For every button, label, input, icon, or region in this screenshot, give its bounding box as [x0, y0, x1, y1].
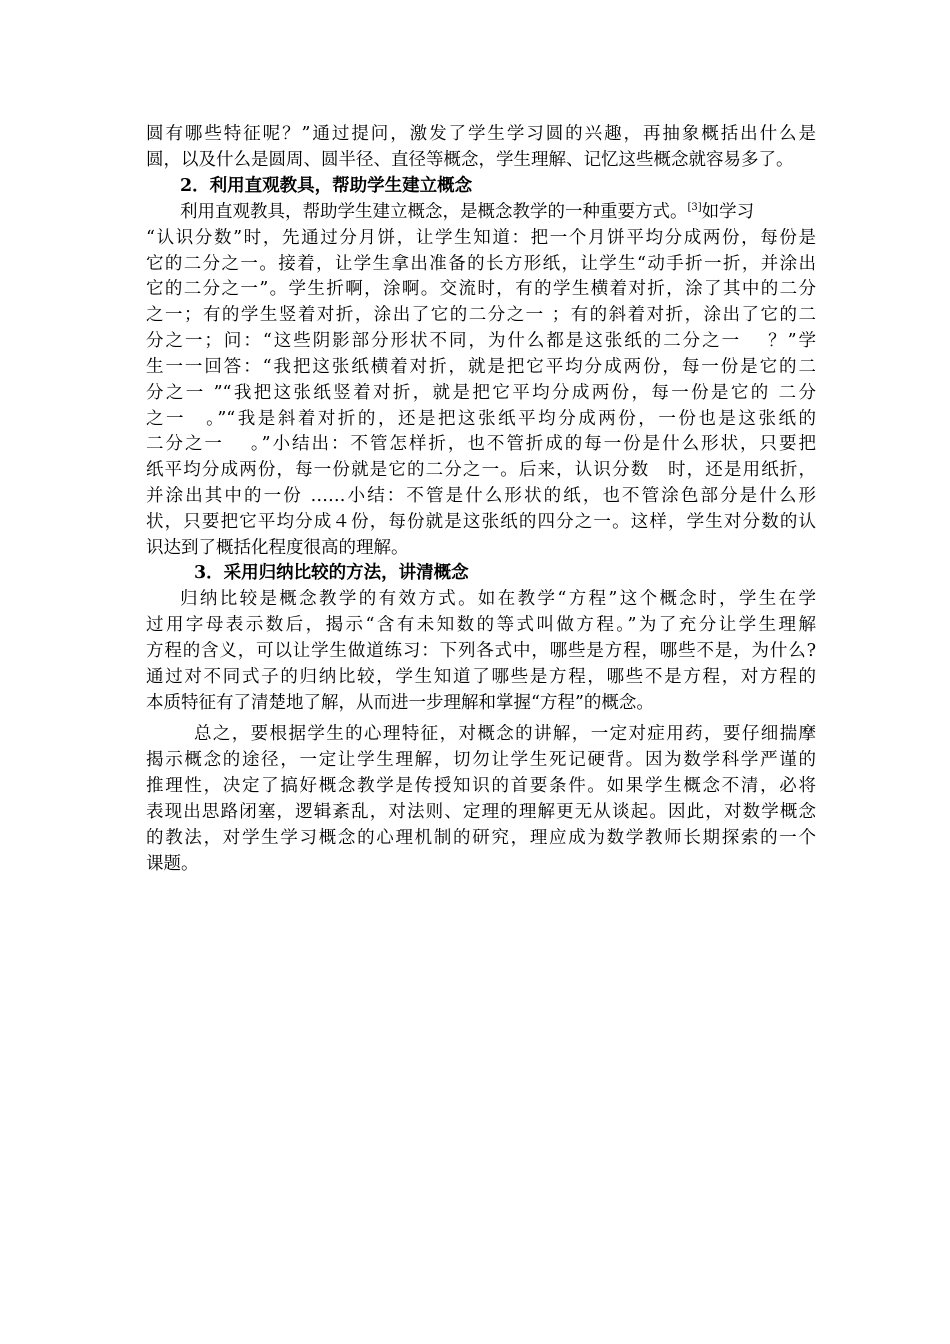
text-line: 二分之一 。”小结出：不管怎样折，也不管折成的每一份是什么形状，只要把: [146, 434, 816, 454]
text-span: 利用直观教具，帮助学生建立概念，是概念教学的一种重要方式。: [180, 202, 688, 222]
text-line: 分之一 ”“我把这张纸竖着对折，就是把它平均分成两份，每一份是它的 二分: [146, 383, 816, 403]
text-line: 它的二分之一。接着，让学生拿出准备的长方形纸，让学生“动手折一折，并涂出: [146, 254, 816, 274]
text-line: 表现出思路闭塞，逻辑紊乱，对法则、定理的理解更无从谈起。因此，对数学概念: [146, 802, 816, 822]
text-line: 通过对不同式子的归纳比较，学生知道了哪些是方程，哪些不是方程，对方程的: [146, 667, 816, 687]
text-line: 它的二分之一”。学生折啊，涂啊。交流时，有的学生横着对折，涂了其中的二分: [146, 279, 816, 299]
text-line: 生一一回答：“我把这张纸横着对折，就是把它平均分成两份，每一份是它的二: [146, 357, 816, 377]
text-line: 识达到了概括化程度很高的理解。: [146, 538, 409, 558]
citation-ref: [3]: [687, 202, 702, 213]
text-line: 圆，以及什么是圆周、圆半径、直径等概念，学生理解、记忆这些概念就容易多了。: [146, 150, 794, 170]
text-line-with-ref: [180, 200, 816, 224]
text-line: 课题。: [146, 854, 199, 874]
text-line: 状，只要把它平均分成４份，每份就是这张纸的四分之一。这样，学生对分数的认: [146, 512, 816, 532]
text-line: “认识分数”时，先通过分月饼，让学生知道：把一个月饼平均分成两份，每份是: [146, 228, 816, 248]
text-line: 揭示概念的途径，一定让学生理解，切勿让学生死记硬背。因为数学科学严谨的: [146, 750, 816, 770]
text-line: 过用字母表示数后，揭示“含有未知数的等式叫做方程。”为了充分让学生理解: [146, 615, 816, 635]
text-line: 的教法，对学生学习概念的心理机制的研究，理应成为数学教师长期探索的一个: [146, 828, 816, 848]
text-line: 并涂出其中的一份 ……小结：不管是什么形状的纸，也不管涂色部分是什么形: [146, 486, 816, 506]
section-heading-3: 3．采用归纳比较的方法，讲清概念: [194, 563, 469, 583]
section-heading-2: 2．利用直观教具，帮助学生建立概念: [180, 176, 473, 196]
text-line: 圆有哪些特征呢？”通过提问，激发了学生学习圆的兴趣，再抽象概括出什么是: [146, 124, 816, 144]
text-line: 总之，要根据学生的心理特征，对概念的讲解，一定对症用药，要仔细揣摩: [194, 724, 816, 744]
text-line: 方程的含义，可以让学生做道练习：下列各式中，哪些是方程，哪些不是，为什么?: [146, 641, 816, 661]
text-line: 本质特征有了清楚地了解，从而进一步理解和掌握“方程”的概念。: [146, 693, 654, 713]
text-line: 纸平均分成两份，每一份就是它的二分之一。后来，认识分数 时，还是用纸折，: [146, 460, 816, 480]
text-line: 归纳比较是概念教学的有效方式。如在教学“方程”这个概念时，学生在学: [180, 589, 816, 609]
text-line: 之一；有的学生竖着对折，涂出了它的二分之一 ；有的斜着对折，涂出了它的二: [146, 305, 816, 325]
text-line: 推理性，决定了搞好概念教学是传授知识的首要条件。如果学生概念不清，必将: [146, 776, 816, 796]
text-line: 之一 。”“我是斜着对折的，还是把这张纸平均分成两份，一份也是这张纸的: [146, 409, 816, 429]
text-line: 分之一；问：“这些阴影部分形状不同，为什么都是这张纸的二分之一 ？”学: [146, 331, 816, 351]
text-span: 如学习: [701, 202, 755, 222]
